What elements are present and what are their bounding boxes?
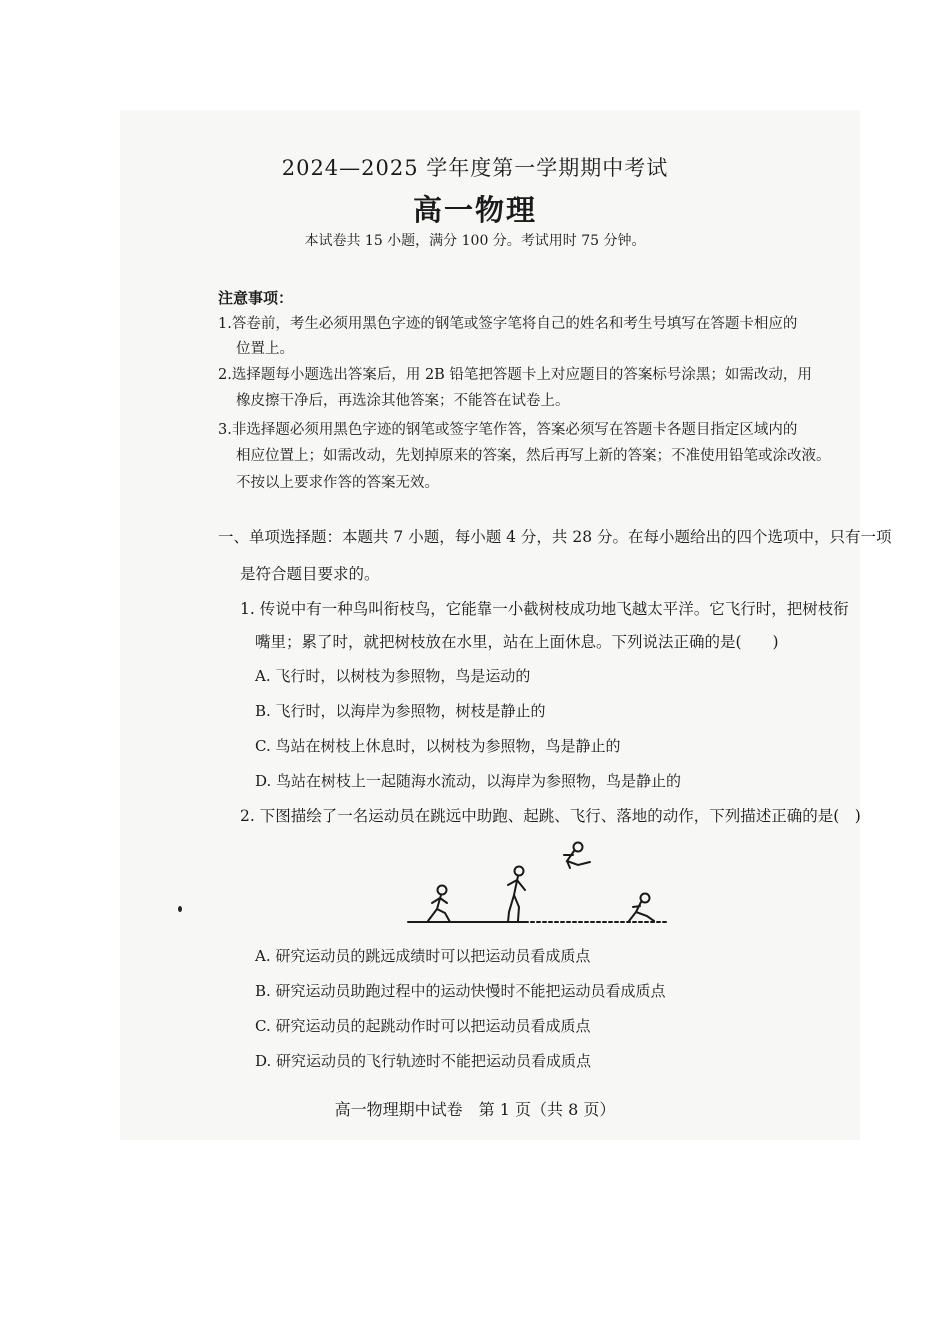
long-jump-figure: [400, 835, 670, 930]
notice-line: 相应位置上；如需改动，先划掉原来的答案，然后再写上新的答案；不准使用铅笔或涂改液。: [236, 448, 831, 464]
exam-year-title: 2024—2025 学年度第一学期期中考试: [281, 156, 669, 180]
subject-title: 高一物理: [412, 193, 537, 227]
page-footer: 高一物理期中试卷 第 1 页（共 8 页）: [334, 1100, 616, 1119]
question-1-option-b: B. 飞行时，以海岸为参照物，树枝是静止的: [255, 702, 546, 720]
notice-line: 不按以上要求作答的答案无效。: [236, 475, 439, 491]
question-2-option-b: B. 研究运动员助跑过程中的运动快慢时不能把运动员看成质点: [255, 982, 666, 1000]
question-2-option-c: C. 研究运动员的起跳动作时可以把运动员看成质点: [255, 1017, 591, 1035]
question-2-option-a: A. 研究运动员的跳远成绩时可以把运动员看成质点: [255, 947, 591, 965]
question-1-stem: 1. 传说中有一种鸟叫衔枝鸟，它能靠一小截树枝成功地飞越太平洋。它飞行时，把树枝衔: [240, 600, 849, 618]
flight-figure: [564, 843, 590, 869]
notice-line: 2.选择题每小题选出答案后，用 2B 铅笔把答题卡上对应题目的答案标号涂黑；如需改动，用: [218, 367, 812, 383]
section-heading: 一、单项选择题：本题共 7 小题，每小题 4 分，共 28 分。在每小题给出的四个选项中，只有一项: [218, 528, 892, 546]
question-2-option-d: D. 研究运动员的飞行轨迹时不能把运动员看成质点: [255, 1052, 592, 1070]
landing-figure: [629, 894, 654, 922]
scan-speck: [178, 906, 182, 912]
takeoff-figure: [508, 867, 525, 923]
question-1-option-c: C. 鸟站在树枝上休息时，以树枝为参照物，鸟是静止的: [255, 737, 621, 755]
notice-line: 3.非选择题必须用黑色字迹的钢笔或签字笔作答，答案必须写在答题卡各题目指定区域内的: [218, 422, 798, 438]
runner-figure: [428, 886, 450, 923]
notice-line: 橡皮擦干净后，再选涂其他答案；不能答在试卷上。: [236, 393, 570, 409]
notice-line: 位置上。: [236, 341, 294, 357]
question-2-stem: 2. 下图描绘了一名运动员在跳远中助跑、起跳、飞行、落地的动作，下列描述正确的是( ): [240, 807, 861, 825]
exam-info: 本试卷共 15 小题，满分 100 分。考试用时 75 分钟。: [304, 233, 646, 249]
question-1-stem-cont: 嘴里；累了时，就把树枝放在水里，站在上面休息。下列说法正确的是( ): [255, 633, 779, 651]
notice-line: 1.答卷前，考生必须用黑色字迹的钢笔或签字笔将自己的姓名和考生号填写在答题卡相应的: [218, 316, 798, 332]
notice-heading: 注意事项：: [218, 289, 294, 307]
question-1-option-d: D. 鸟站在树枝上一起随海水流动，以海岸为参照物，鸟是静止的: [255, 772, 682, 790]
question-1-option-a: A. 飞行时，以树枝为参照物，鸟是运动的: [255, 667, 531, 685]
section-heading-cont: 是符合题目要求的。: [240, 565, 380, 583]
